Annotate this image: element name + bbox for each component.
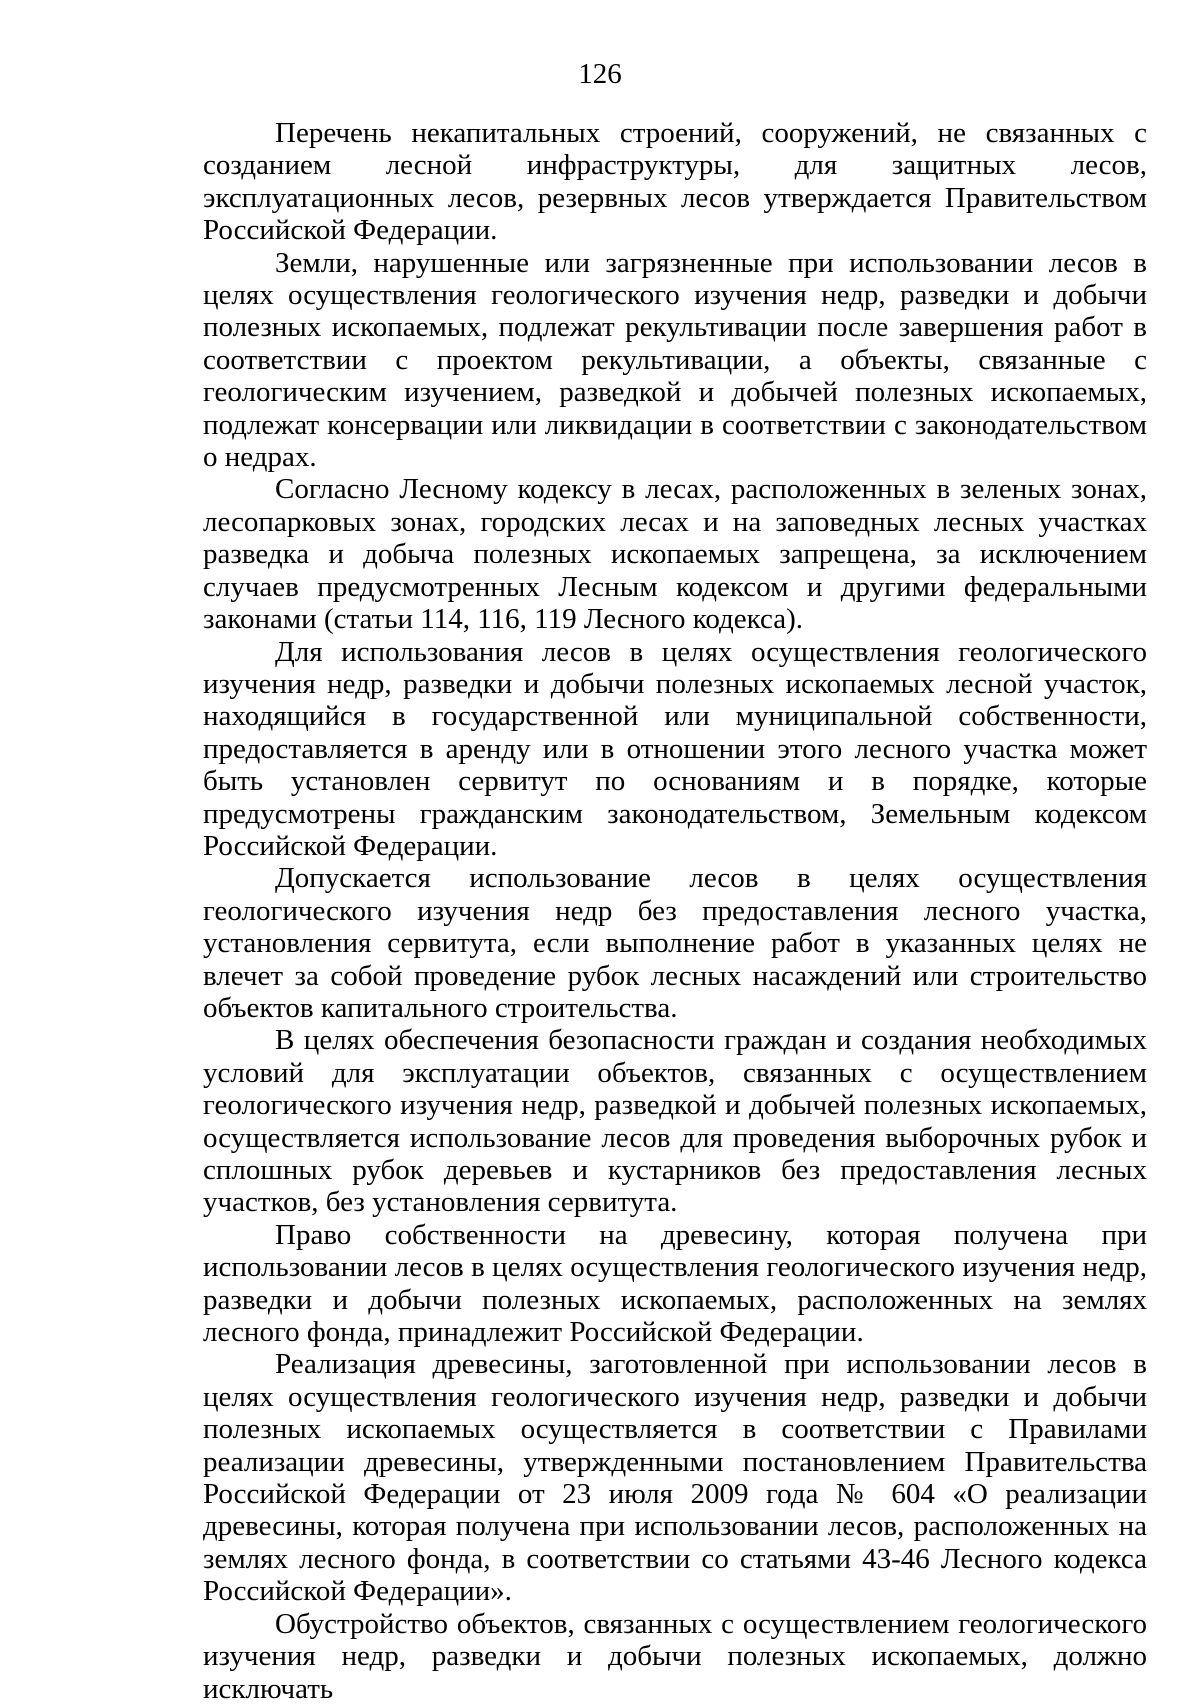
document-body <box>203 117 1147 1705</box>
paragraph-timber-sale: Реализация древесины, заготовленной при использовании лесов в целях осуществления геологического изучения недр, разведки и добычи полезных ископаемых осуществляется в соответствии с Правилами реализации древесины, утвержденными постановлением Правительства Российской Федерации от 23 июля 2009 года № 604 «О реализации древесины, которая получена при использовании лесов, расположенных на землях лесного фонда, в соответствии со статьями 43-46 Лесного кодекса Российской Федерации». <box>203 1348 1147 1608</box>
paragraph-facility-arrangement: Обустройство объектов, связанных с осуществлением геологического изучения недр, разведки и добычи полезных ископаемых, должно исключать <box>203 1607 1147 1705</box>
paragraph-lease-servitude: Для использования лесов в целях осуществления геологического изучения недр, разведки и добычи полезных ископаемых лесной участок, находящийся в государственной или муниципальной собственности, предоставляется в аренду или в отношении этого лесного участка может быть установлен сервитут по основаниям и в порядке, которые предусмотрены гражданским законодательством, Земельным кодексом Российской Федерации. <box>203 635 1147 862</box>
page-number: 126 <box>578 58 622 90</box>
paragraph-timber-ownership: Право собственности на древесину, которая получена при использовании лесов в целях осуществления геологического изучения недр, разведки и добычи полезных ископаемых, расположенных на землях лесного фонда, принадлежит Российской Федерации. <box>203 1218 1147 1349</box>
paragraph-prohibited-zones: Согласно Лесному кодексу в лесах, расположенных в зеленых зонах, лесопарковых зонах, городских лесах и на заповедных лесных участках разведка и добыча полезных ископаемых запрещена, за исключением случаев предусмотренных Лесным кодексом и другими федеральными законами (статьи 114, 116, 119 Лесного кодекса). <box>203 473 1147 636</box>
paragraph-land-reclamation: Земли, нарушенные или загрязненные при использовании лесов в целях осуществления геологического изучения недр, разведки и добычи полезных ископаемых, подлежат рекультивации после завершения работ в соответствии с проектом рекультивации, а объекты, связанные с геологическим изучением, разведкой и добычей полезных ископаемых, подлежат консервации или ликвидации в соответствии с законодательством о недрах. <box>203 246 1147 474</box>
paragraph-noncapital-structures: Перечень некапитальных строений, сооружений, не связанных с созданием лесной инфраструктуры, для защитных лесов, эксплуатационных лесов, резервных лесов утверждается Правительством Российской Федерации. <box>203 117 1147 247</box>
paragraph-use-without-plot: Допускается использование лесов в целях осуществления геологического изучения недр без предоставления лесного участка, установления сервитута, если выполнение работ в указанных целях не влечет за собой проведение рубок лесных насаждений или строительство объектов капитального строительства. <box>203 862 1147 1024</box>
paragraph-safety-felling: В целях обеспечения безопасности граждан и создания необходимых условий для эксплуатации объектов, связанных с осуществлением геологического изучения недр, разведкой и добычей полезных ископаемых, осуществляется использование лесов для проведения выборочных рубок и сплошных рубок деревьев и кустарников без предоставления лесных участков, без установления сервитута. <box>203 1024 1147 1219</box>
